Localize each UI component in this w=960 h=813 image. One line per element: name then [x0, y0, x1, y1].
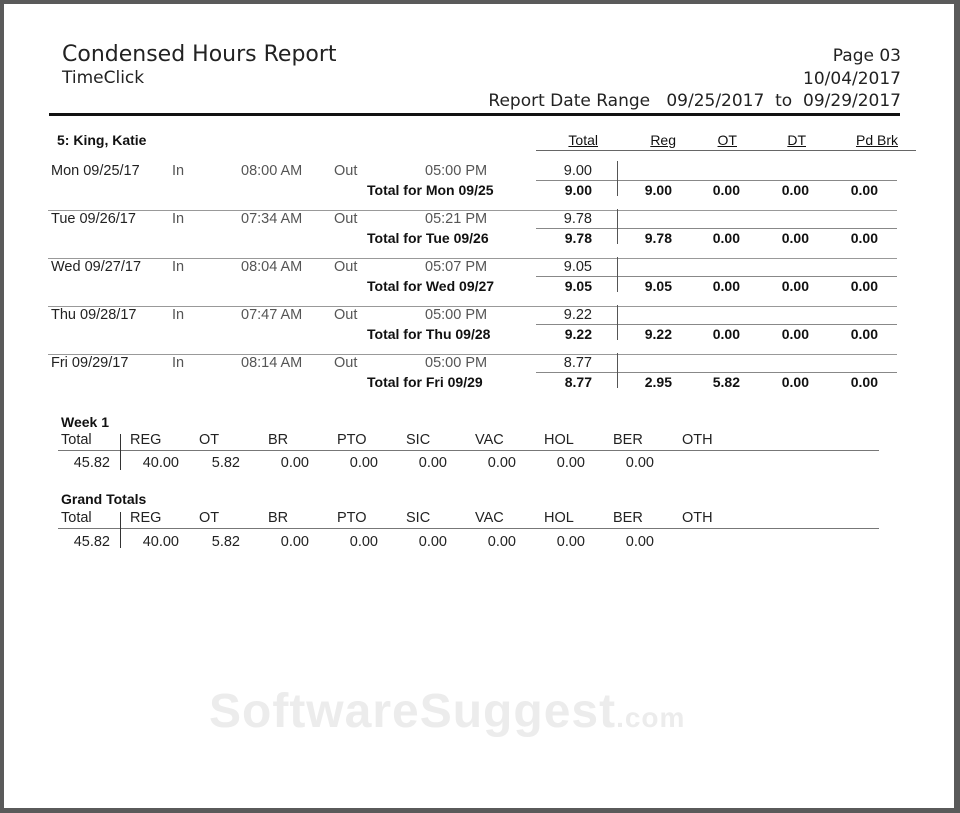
col-header-reg: Reg	[650, 132, 676, 148]
out-label: Out	[334, 355, 358, 371]
day-mid-rule	[536, 324, 897, 325]
day-ot: 0.00	[712, 230, 740, 246]
grand-value-sic: 0.00	[418, 534, 447, 550]
day-ot: 0.00	[712, 326, 740, 342]
week-value-vac: 0.00	[487, 455, 516, 471]
day-divider	[617, 353, 618, 388]
date-range-to-word: to	[775, 91, 793, 111]
day-ot: 5.82	[712, 374, 740, 390]
week-header-pto: PTO	[337, 432, 367, 448]
day-mid-rule	[536, 228, 897, 229]
day-divider	[617, 161, 618, 196]
in-label: In	[172, 307, 185, 323]
week-value-ber: 0.00	[625, 455, 654, 471]
week-value-ot: 5.82	[211, 455, 240, 471]
grand-header-vac: VAC	[475, 510, 504, 526]
week-header-reg: REG	[130, 432, 162, 448]
in-time: 08:14 AM	[241, 355, 303, 371]
grand-header-reg: REG	[130, 510, 162, 526]
day-total-label: Total for Wed 09/27	[367, 278, 495, 294]
day-total: 9.00	[564, 182, 592, 198]
week-title: Week 1	[61, 414, 109, 430]
day-mid-rule	[536, 180, 897, 181]
week-header-total: Total	[61, 432, 92, 448]
day-reg: 9.22	[644, 326, 672, 342]
day-reg: 9.00	[644, 182, 672, 198]
day-total-label: Total for Tue 09/26	[367, 230, 489, 246]
grand-divider	[120, 512, 121, 548]
day-hours: 9.78	[563, 211, 592, 227]
day-dt: 0.00	[781, 278, 809, 294]
day-mid-rule	[536, 372, 897, 373]
week-value-total: 45.82	[73, 455, 110, 471]
day-pdbrk: 0.00	[850, 326, 878, 342]
grand-value-reg: 40.00	[142, 534, 179, 550]
week-header-ber: BER	[613, 432, 643, 448]
out-time: 05:00 PM	[425, 307, 488, 323]
watermark-main: SoftwareSuggest	[209, 685, 617, 738]
day-divider	[617, 305, 618, 340]
day-dt: 0.00	[781, 374, 809, 390]
date-range	[488, 91, 901, 111]
col-header-total: Total	[568, 132, 598, 148]
week-header-sic: SIC	[406, 432, 431, 448]
day-ot: 0.00	[712, 182, 740, 198]
day-dt: 0.00	[781, 182, 809, 198]
day-dt: 0.00	[781, 326, 809, 342]
day-reg: 9.05	[644, 278, 672, 294]
grand-header-br: BR	[268, 510, 289, 526]
day-total: 9.05	[564, 278, 592, 294]
day-pdbrk: 0.00	[850, 278, 878, 294]
day-divider	[617, 257, 618, 292]
day-date: Tue 09/26/17	[51, 211, 136, 227]
report-page	[4, 4, 954, 808]
day-date: Mon 09/25/17	[51, 163, 140, 179]
grand-value-ot: 5.82	[211, 534, 240, 550]
week-value-sic: 0.00	[418, 455, 447, 471]
week-value-pto: 0.00	[349, 455, 378, 471]
in-label: In	[172, 163, 185, 179]
in-label: In	[172, 355, 185, 371]
page-number: Page 03	[832, 46, 901, 66]
day-ot: 0.00	[712, 278, 740, 294]
report-title: Condensed Hours Report	[62, 42, 337, 67]
week-value-reg: 40.00	[142, 455, 179, 471]
col-header-ot: OT	[717, 132, 737, 148]
date-range-to: 09/29/2017	[803, 91, 901, 111]
watermark-suffix: .com	[616, 702, 686, 733]
grand-value-hol: 0.00	[556, 534, 585, 550]
week-header-br: BR	[268, 432, 289, 448]
in-label: In	[172, 211, 185, 227]
week-header-oth: OTH	[682, 432, 713, 448]
col-header-dt: DT	[787, 132, 806, 148]
out-label: Out	[334, 211, 358, 227]
week-header-ot: OT	[199, 432, 220, 448]
grand-value-ber: 0.00	[625, 534, 654, 550]
day-reg: 2.95	[644, 374, 672, 390]
day-total: 9.22	[564, 326, 592, 342]
grand-value-pto: 0.00	[349, 534, 378, 550]
day-hours: 8.77	[563, 355, 592, 371]
day-pdbrk: 0.00	[850, 230, 878, 246]
day-pdbrk: 0.00	[850, 182, 878, 198]
day-hours: 9.05	[563, 259, 592, 275]
date-range-from: 09/25/2017	[666, 91, 765, 111]
grand-totals-title: Grand Totals	[61, 491, 147, 507]
report-date: 10/04/2017	[803, 69, 901, 89]
week-header-vac: VAC	[475, 432, 504, 448]
grand-header-sic: SIC	[406, 510, 431, 526]
employee-name: 5: King, Katie	[57, 132, 147, 148]
week-divider	[120, 434, 121, 470]
out-label: Out	[334, 163, 358, 179]
week-header-hol: HOL	[544, 432, 574, 448]
grand-header-total: Total	[61, 510, 92, 526]
grand-header-rule	[58, 528, 879, 529]
day-hours: 9.22	[563, 307, 592, 323]
day-date: Fri 09/29/17	[51, 355, 129, 371]
header-rule	[49, 113, 900, 116]
grand-header-ber: BER	[613, 510, 643, 526]
report-subtitle: TimeClick	[62, 68, 145, 88]
week-value-br: 0.00	[280, 455, 309, 471]
in-time: 07:34 AM	[241, 211, 303, 227]
grand-value-total: 45.82	[73, 534, 110, 550]
day-hours: 9.00	[563, 163, 592, 179]
col-header-pdbrk: Pd Brk	[855, 132, 898, 148]
day-divider	[617, 209, 618, 244]
day-total: 9.78	[564, 230, 592, 246]
in-time: 08:00 AM	[241, 163, 303, 179]
out-time: 05:07 PM	[425, 259, 488, 275]
week-header-rule	[58, 450, 879, 451]
week-value-hol: 0.00	[556, 455, 585, 471]
grand-value-vac: 0.00	[487, 534, 516, 550]
day-dt: 0.00	[781, 230, 809, 246]
day-total-label: Total for Thu 09/28	[367, 326, 491, 342]
column-header-rule	[536, 150, 916, 151]
day-date: Thu 09/28/17	[51, 307, 137, 323]
day-total-label: Total for Mon 09/25	[367, 182, 494, 198]
in-time: 07:47 AM	[241, 307, 303, 323]
grand-header-pto: PTO	[337, 510, 367, 526]
day-pdbrk: 0.00	[850, 374, 878, 390]
day-reg: 9.78	[644, 230, 672, 246]
grand-header-hol: HOL	[544, 510, 574, 526]
out-label: Out	[334, 259, 358, 275]
date-range-label: Report Date Range	[488, 91, 651, 111]
day-mid-rule	[536, 276, 897, 277]
day-total: 8.77	[564, 374, 592, 390]
out-time: 05:21 PM	[425, 211, 488, 227]
day-total-label: Total for Fri 09/29	[367, 374, 483, 390]
in-time: 08:04 AM	[241, 259, 303, 275]
out-time: 05:00 PM	[425, 355, 488, 371]
grand-header-oth: OTH	[682, 510, 713, 526]
in-label: In	[172, 259, 185, 275]
day-date: Wed 09/27/17	[51, 259, 142, 275]
watermark	[209, 684, 685, 739]
grand-value-br: 0.00	[280, 534, 309, 550]
grand-header-ot: OT	[199, 510, 220, 526]
out-label: Out	[334, 307, 358, 323]
out-time: 05:00 PM	[425, 163, 488, 179]
